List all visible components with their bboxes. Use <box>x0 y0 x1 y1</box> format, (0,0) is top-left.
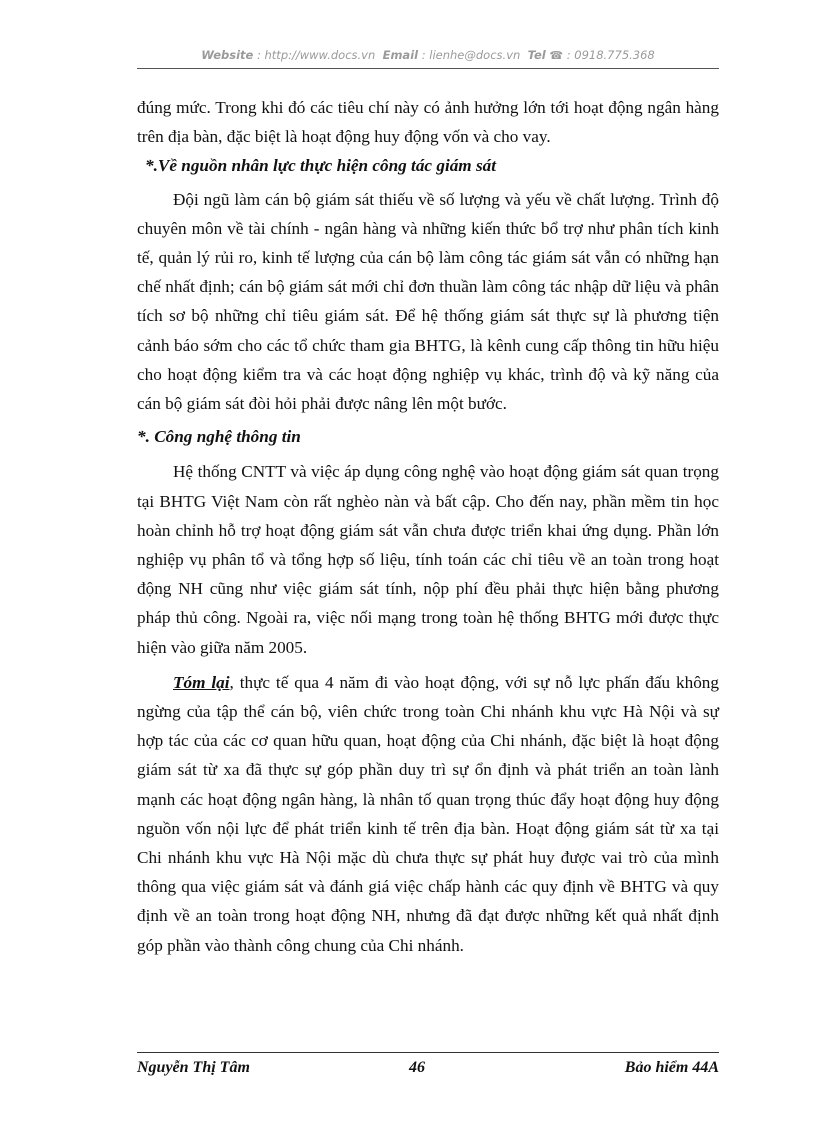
page-number: 46 <box>409 1059 425 1076</box>
page-header <box>137 40 719 69</box>
paragraph-information-technology: Hệ thống CNTT và việc áp dụng công nghệ vào hoạt động giám sát quan trọng tại BHTG Việt Nam còn rất nghèo nàn và bất cập. Cho đến nay, phần mềm tin học hoàn chỉnh hỗ trợ hoạt động giám sát vẫn chưa được triển khai ứng dụng. Phần lớn nghiệp vụ phân tổ và tổng hợp số liệu, tính toán các chỉ tiêu về an toàn trong hoạt động NH cũng như việc giám sát tính, nộp phí đều phải thực hiện bằng phương pháp thủ công. Ngoài ra, việc nối mạng trong toàn hệ thống BHTG mới được thực hiện vào giữa năm 2005. <box>137 462 719 657</box>
conclusion-lead: Tóm lại <box>173 672 230 692</box>
paragraph-conclusion <box>137 668 719 960</box>
footer-course: Bảo hiểm 44A <box>624 1059 719 1076</box>
footer-author: Nguyễn Thị Tâm <box>137 1059 250 1076</box>
paragraph-intro: đúng mức. Trong khi đó các tiêu chí này có ảnh hưởng lớn tới hoạt động ngân hàng trên địa bàn, đặc biệt là hoạt động huy động vốn và cho vay. <box>137 98 719 147</box>
website-value[interactable]: : http://www.docs.vn <box>256 48 376 62</box>
email-value[interactable]: : lienhe@docs.vn <box>421 48 521 62</box>
tel-value: : 0918.775.368 <box>566 48 655 62</box>
paragraph-human-resources: Đội ngũ làm cán bộ giám sát thiếu về số lượng và yếu về chất lượng. Trình độ chuyên môn về tài chính - ngân hàng và những kiến thức bổ trợ như phân tích kinh tế, quản lý rủi ro, kinh tế lượng của cán bộ làm công tác giám sát vẫn có những hạn chế nhất định; cán bộ giám sát mới chỉ đơn thuần làm công tác nhập dữ liệu và phân tích sơ bộ những chỉ tiêu giám sát. Để hệ thống giám sát thực sự là phương tiện cảnh báo sớm cho các tổ chức tham gia BHTG, là kênh cung cấp thông tin hữu hiệu cho hoạt động kiểm tra và các hoạt động nghiệp vụ khác, trình độ và kỹ năng của cán bộ giám sát đòi hỏi phải được nâng lên một bước. <box>137 189 719 414</box>
tel-label: Tel <box>527 48 546 62</box>
conclusion-text: , thực tế qua 4 năm đi vào hoạt động, với sự nỗ lực phấn đấu không ngừng của tập thể cán bộ, viên chức trong toàn Chi nhánh khu vực Hà Nội và sự hợp tác của các cơ quan hữu quan, hoạt động của Chi nhánh, đặc biệt là hoạt động giám sát từ xa đã thực sự góp phần duy trì sự ổn định và phát triển an toàn lành mạnh các hoạt động ngân hàng, là nhân tố quan trọng thúc đẩy hoạt động huy động nguồn vốn nội lực để phát triển kinh tế trên địa bàn. Hoạt động giám sát từ xa tại Chi nhánh khu vực Hà Nội mặc dù chưa thực sự phát huy được vai trò của mình thông qua việc giám sát và đánh giá việc chấp hành các quy định về BHTG và quy định về an toàn trong hoạt động NH, nhưng đã đạt được những kết quả nhất định góp phần vào thành công chung của Chi nhánh. <box>137 672 719 955</box>
page-body <box>137 93 719 960</box>
page-footer <box>137 1052 719 1079</box>
email-label: Email <box>382 48 419 62</box>
heading-human-resources: *.Về nguồn nhân lực thực hiện công tác giám sát <box>145 156 497 176</box>
heading-information-technology: *. Công nghệ thông tin <box>137 427 301 447</box>
website-label: Website <box>201 48 254 62</box>
phone-icon: ☎ <box>549 49 564 62</box>
